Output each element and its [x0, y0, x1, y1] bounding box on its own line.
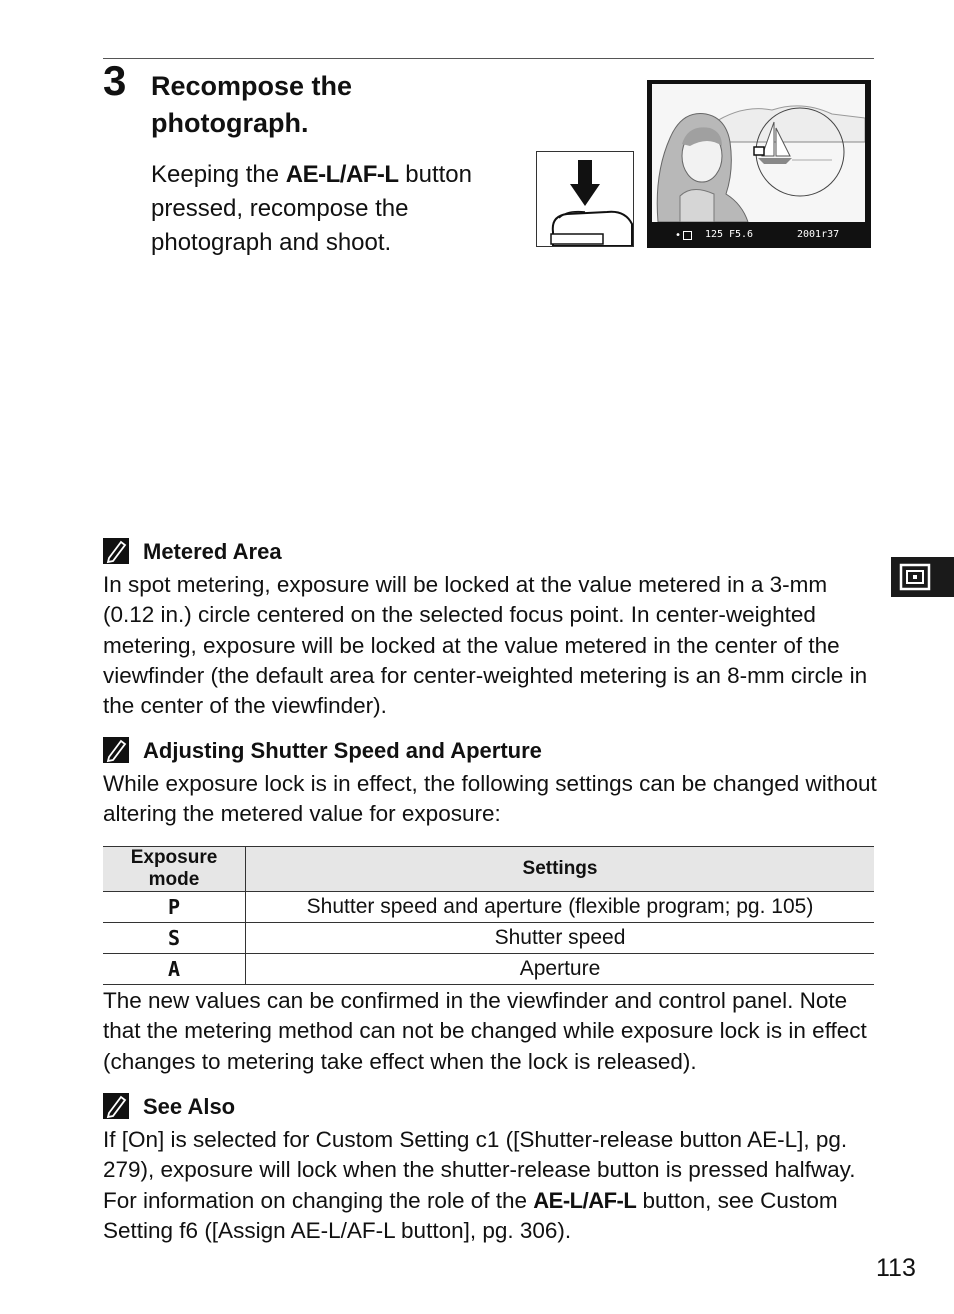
aperture-display: F5.6 — [729, 229, 754, 240]
see-also-text-pre: If [On] is selected for Custom Setting c1 ([Shutter-release button AE-L], pg. 279), exposure will lock when the shutter-release button is pressed halfway. For information on changing the role of the — [103, 1127, 856, 1213]
table-header-row — [103, 847, 874, 892]
settings-cell: Shutter speed and aperture (flexible program; pg. 105) — [246, 892, 875, 923]
adjusting-title: Adjusting Shutter Speed and Aperture — [143, 738, 542, 763]
viewfinder-illustration — [647, 80, 871, 248]
table-row — [103, 892, 874, 923]
ael-afl-key: AE-L/AF-L — [285, 161, 399, 188]
shutter-speed-display: 125 — [705, 229, 724, 240]
viewfinder-status-bar — [647, 226, 871, 248]
top-rule — [103, 58, 874, 59]
mode-cell: A — [103, 954, 246, 985]
after-table-text: The new values can be confirmed in the viewfinder and control panel. Note that the metering method can not be changed while exposure lock is in effect (changes to metering take effect when the lock is released). — [103, 988, 867, 1074]
see-also-title: See Also — [143, 1094, 236, 1119]
metering-icon — [891, 557, 954, 597]
pencil-note-icon — [103, 737, 129, 763]
metered-area-text: In spot metering, exposure will be locked at the value metered in a 3-mm (0.12 in.) circle centered on the selected focus point. In center-weighted metering, exposure will be locked at the value metered in the center of the viewfinder (the default area for center-weighted metering is an 8-mm circle in the center of the viewfinder). — [103, 572, 868, 719]
step-body — [151, 158, 511, 260]
col-header-settings: Settings — [246, 847, 875, 892]
metered-area-heading — [103, 537, 282, 567]
ael-afl-key: AE-L/AF-L — [533, 1187, 637, 1213]
pencil-note-icon — [103, 1093, 129, 1119]
see-also-heading — [103, 1092, 235, 1122]
status-dot: • — [675, 230, 682, 241]
frames-remaining-display: 2001r37 — [797, 229, 840, 240]
adjusting-heading — [103, 736, 542, 766]
step-body-post: button pressed, recompose the photograph and shoot. — [151, 161, 472, 256]
table-row — [103, 923, 874, 954]
portrait-scene — [652, 84, 865, 222]
viewfinder-scene — [652, 84, 865, 222]
pencil-note-icon — [103, 538, 129, 564]
step-body-pre: Keeping the — [151, 161, 286, 188]
finger-press-icon — [537, 152, 633, 246]
exposure-settings-table — [103, 846, 874, 985]
mode-cell: S — [103, 923, 246, 954]
button-press-illustration — [536, 151, 634, 247]
see-also-text-post: button, see Custom Setting f6 ([Assign AE-L/AF-L button], pg. 306). — [103, 1187, 838, 1243]
mode-cell: P — [103, 892, 246, 923]
table-row — [103, 954, 874, 985]
settings-cell: Shutter speed — [246, 923, 875, 954]
chapter-tab — [891, 557, 954, 597]
metering-mode-icon — [683, 231, 692, 240]
step-number: 3 — [103, 57, 127, 104]
metered-area-title: Metered Area — [143, 539, 282, 564]
step-title: Recompose the photograph. — [151, 71, 353, 138]
col-header-mode: Exposure mode — [103, 847, 246, 892]
see-also-text — [103, 1125, 878, 1246]
adjusting-text: While exposure lock is in effect, the following settings can be changed without altering the metered value for exposure: — [103, 771, 877, 827]
settings-cell: Aperture — [246, 954, 875, 985]
page-number: 113 — [876, 1254, 916, 1282]
